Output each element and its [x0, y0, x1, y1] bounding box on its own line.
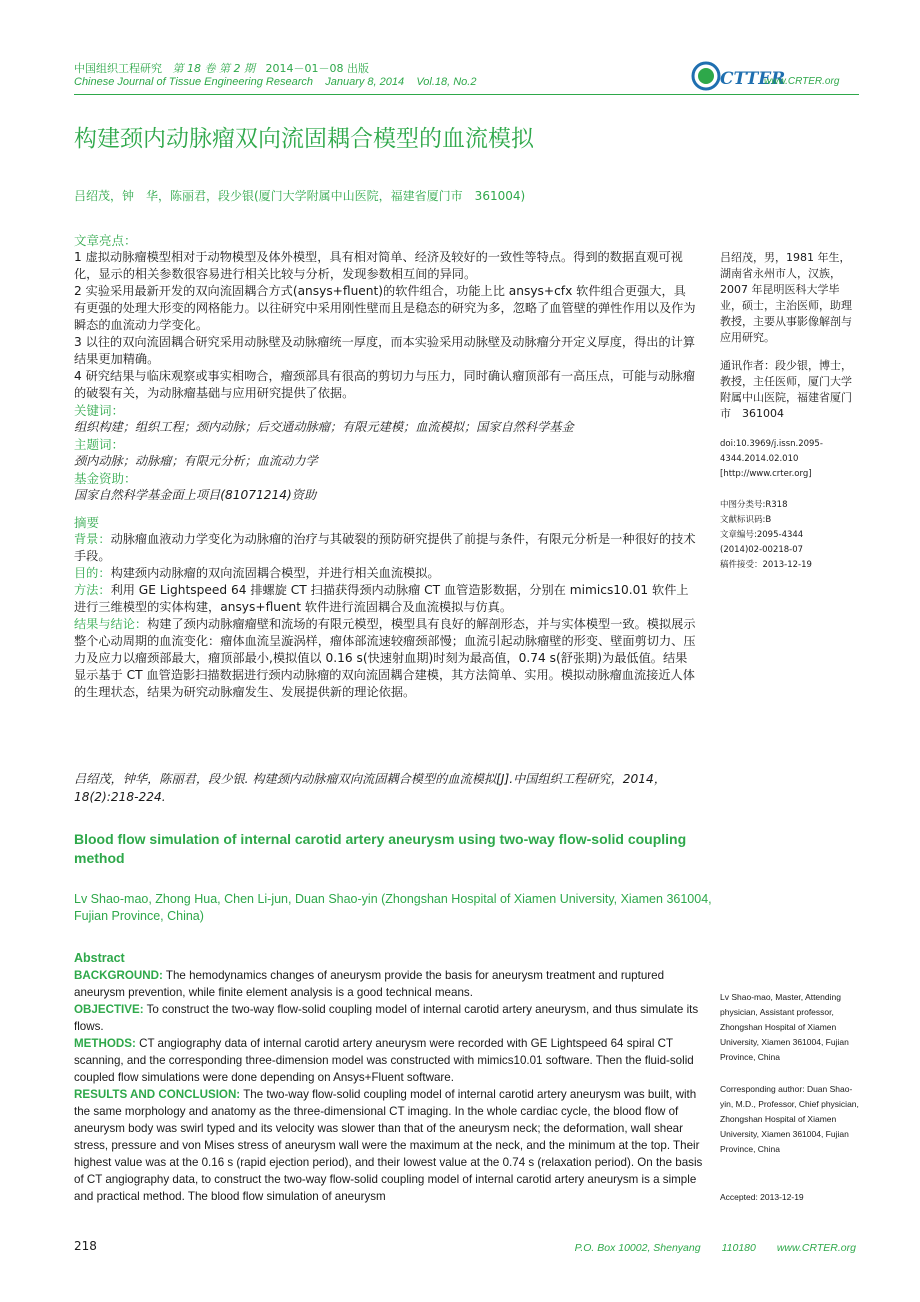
journal-name-en: Chinese Journal of Tissue Engineering Research: [74, 76, 313, 88]
sidebar-corresponding: 通讯作者：段少银，博士，教授，主任医师，厦门大学附属中山医院，福建省厦门市 361004: [720, 359, 852, 420]
abstract-en: [74, 950, 714, 1205]
page-number: 218: [74, 1239, 97, 1253]
publish-date-cn: 2014－01－08 出版: [265, 62, 369, 75]
label: 结果与结论：: [74, 617, 148, 631]
label: 目的：: [74, 566, 111, 580]
label: 方法：: [74, 583, 111, 597]
sidebar-author-bio-en: Lv Shao-mao, Master, Attending physician, Assistant professor, Zhongshan Hospital of Xiamen University, Xiamen 361004, Fujian Province, China: [720, 992, 849, 1062]
funding-text: 国家自然科学基金面上项目(81071214)资助: [74, 488, 317, 502]
main-column-cn: [74, 232, 696, 701]
doi: doi:10.3969/j.issn.2095-4344.2014.02.010: [720, 439, 823, 464]
subject-terms-heading: 主题词：: [74, 437, 125, 452]
abstract-background-cn: [74, 531, 696, 565]
text: 构建了颈内动脉瘤瘤壁和流场的有限元模型，模型具有良好的解剖形态，并与实体模型一致。模拟展示整个心动周期的血流变化：瘤体血流呈漩涡样，瘤体部流速较瘤颈部慢；血流引起动脉瘤壁的形变、壁面剪切力、压力及应力以瘤颈部最大，瘤顶部最小,模拟值以 0.16 s(快速射血期)时刻为最高值，0.74 s(舒张期)为最低值。结果显示基于 CT 血管造影扫描数据进行颈内动脉瘤的双向流固耦合建模，其方法简单、实用。模拟动脉瘤血流接近人体的生理状态，结果为研究动脉瘤发生、发展提供新的理论依据。: [74, 617, 696, 699]
abstract-heading-en: Abstract: [74, 951, 125, 965]
citation-cn: 吕绍茂，钟华，陈丽君，段少银. 构建颈内动脉瘤双向流固耦合模型的血流模拟[J].中国组织工程研究，2014，18(2):218-224.: [74, 772, 666, 804]
article-title-cn: 构建颈内动脉瘤双向流固耦合模型的血流模拟: [74, 126, 534, 152]
abstract-results-cn: [74, 616, 696, 701]
highlights-heading: 文章亮点：: [74, 233, 137, 248]
received-date: 稿件接受：2013-12-19: [720, 560, 812, 570]
sidebar-corresponding-en: Corresponding author: Duan Shao-yin, M.D., Professor, Chief physician, Zhongshan Hospital of Xiamen University, Xiamen 361004, Fujian Province, China: [720, 1084, 859, 1154]
sidebar-doi-block: [720, 437, 860, 482]
authors-en: Lv Shao-mao, Zhong Hua, Chen Li-jun, Duan Shao-yin (Zhongshan Hospital of Xiamen University, Xiamen 361004, Fujian Province, China): [74, 892, 712, 923]
text: To construct the two-way flow-solid coupling model of internal carotid artery aneurysm, and thus simulate its flows.: [74, 1003, 699, 1033]
journal-header-en: [74, 76, 476, 88]
sidebar-author-bio: 吕绍茂，男，1981 年生，湖南省永州市人，汉族，2007 年昆明医科大学毕业，硕士，主治医师，助理教授，主要从事影像解剖与应用研究。: [720, 251, 852, 344]
abstract-background-en: [74, 967, 714, 1001]
header-divider: [74, 94, 859, 95]
abstract-objective-cn: [74, 565, 696, 582]
website-link[interactable]: www.CRTER.org: [764, 76, 840, 87]
doi-link[interactable]: [http://www.crter.org]: [720, 469, 812, 479]
text: CT angiography data of internal carotid artery aneurysm were recorded with GE Lightspeed 64 spiral CT scanning, and the corresponding three-dimension model was constructed with mimics10.01 software. Then the fluid-solid coupled flow simulations were done depending on Ansys+Fluent software.: [74, 1037, 694, 1084]
abstract-results-en: [74, 1086, 714, 1205]
abstract-heading-cn: 摘要: [74, 515, 100, 530]
sidebar-classification: [720, 498, 860, 573]
article-number: 文章编号:2095-4344: [720, 530, 804, 540]
abstract-methods-en: [74, 1035, 714, 1086]
text: 利用 GE Lightspeed 64 排螺旋 CT 扫描获得颈内动脉瘤 CT 血管造影数据，分别在 mimics10.01 软件上进行三维模型的实体构建，ansys+fluent 软件进行流固耦合及血流模拟与仿真。: [74, 583, 689, 614]
label: OBJECTIVE:: [74, 1003, 144, 1016]
text: The two-way flow-solid coupling model of internal carotid artery aneurysm was built, with the same morphology and anatomy as the three-dimensional CT imaging. In the whole cardiac cycle, the blood flow of aneurysm body was swirl typed and its velocity was slower than that of the aneurysm neck; the deformation, wall shear stress, pressure and von Mises stress of aneurysm wall were the maximum at the neck, and the minimum at the top. Their highest value was at the 0.16 s (rapid ejection period), and their lowest value at the 0.74 s (relaxation period). On the basis of CT angiography data, to construct the two-way flow-solid coupling model of internal carotid artery aneurysm is a simple and practical method. The blood flow simulation of aneurysm: [74, 1088, 703, 1203]
volume-issue-cn: 第 18 卷 第 2 期: [172, 62, 255, 75]
article-number-2: (2014)02-00218-07: [720, 545, 804, 555]
text: 动脉瘤血液动力学变化为动脉瘤的治疗与其破裂的预防研究提供了前提与条件，有限元分析是一种很好的技术手段。: [74, 532, 696, 563]
abstract-methods-cn: [74, 582, 696, 616]
journal-header-cn: [74, 60, 369, 76]
funding-heading: 基金资助：: [74, 471, 137, 486]
journal-logo: [690, 58, 850, 94]
footer-address: P.O. Box 10002, Shenyang 110180 www.CRTER.org: [574, 1242, 856, 1254]
subject-terms-text: 颈内动脉；动脉瘤；有限元分析；血流动力学: [74, 454, 318, 468]
highlight-item: 4 研究结果与临床观察或事实相吻合，瘤颈部具有很高的剪切力与压力，同时确认瘤顶部有一高压点，可能与动脉瘤的破裂有关，为动脉瘤基础与应用研究提供了依据。: [74, 369, 696, 400]
document-code: 文献标识码:B: [720, 515, 772, 525]
publish-date-en: January 8, 2014: [325, 76, 405, 88]
clc-number: 中图分类号:R318: [720, 500, 788, 510]
authors-cn: 吕绍茂，钟 华，陈丽君，段少银(厦门大学附属中山医院，福建省厦门市 361004): [74, 189, 526, 203]
article-title-en: Blood flow simulation of internal carotid artery aneurysm using two-way flow-solid coupling method: [74, 831, 687, 866]
journal-name-cn: 中国组织工程研究: [74, 62, 162, 75]
keywords-heading: 关键词：: [74, 403, 125, 418]
text: 构建颈内动脉瘤的双向流固耦合模型，并进行相关血流模拟。: [110, 566, 440, 580]
volume-en: Vol.18, No.2: [416, 76, 477, 88]
label: METHODS:: [74, 1037, 136, 1050]
highlight-item: 3 以往的双向流固耦合研究采用动脉壁及动脉瘤统一厚度，而本实验采用动脉壁及动脉瘤分开定义厚度，得出的计算结果更加精确。: [74, 335, 696, 366]
highlight-item: 1 虚拟动脉瘤模型相对于动物模型及体外模型，具有相对简单、经济及较好的一致性等特点。得到的数据直观可视化，显示的相关参数很容易进行相关比较与分析，发现参数相互间的异同。: [74, 250, 683, 281]
highlight-item: 2 实验采用最新开发的双向流固耦合方式(ansys+fluent)的软件组合，功能上比 ansys+cfx 软件组合更强大，具有更强的处理大形变的网格能力。以往研究中采用刚性壁而且是稳态的研究为多，忽略了血管壁的弹性作用以及作为瞬态的血流动力学变化。: [74, 284, 696, 332]
label: 背景：: [74, 532, 111, 546]
ctter-logo-icon: [690, 58, 786, 94]
abstract-objective-en: [74, 1001, 714, 1035]
label: BACKGROUND:: [74, 969, 163, 982]
logo-text: CTTER: [720, 69, 786, 89]
text: The hemodynamics changes of aneurysm provide the basis for aneurysm treatment and ruptured aneurysm prevention, while finite element analysis is a good technical means.: [74, 969, 665, 999]
keywords-text: 组织构建；组织工程；颈内动脉；后交通动脉瘤；有限元建模；血流模拟；国家自然科学基金: [74, 420, 574, 434]
sidebar-accepted-en: Accepted: 2013-12-19: [720, 1192, 804, 1202]
label: RESULTS AND CONCLUSION:: [74, 1088, 241, 1101]
